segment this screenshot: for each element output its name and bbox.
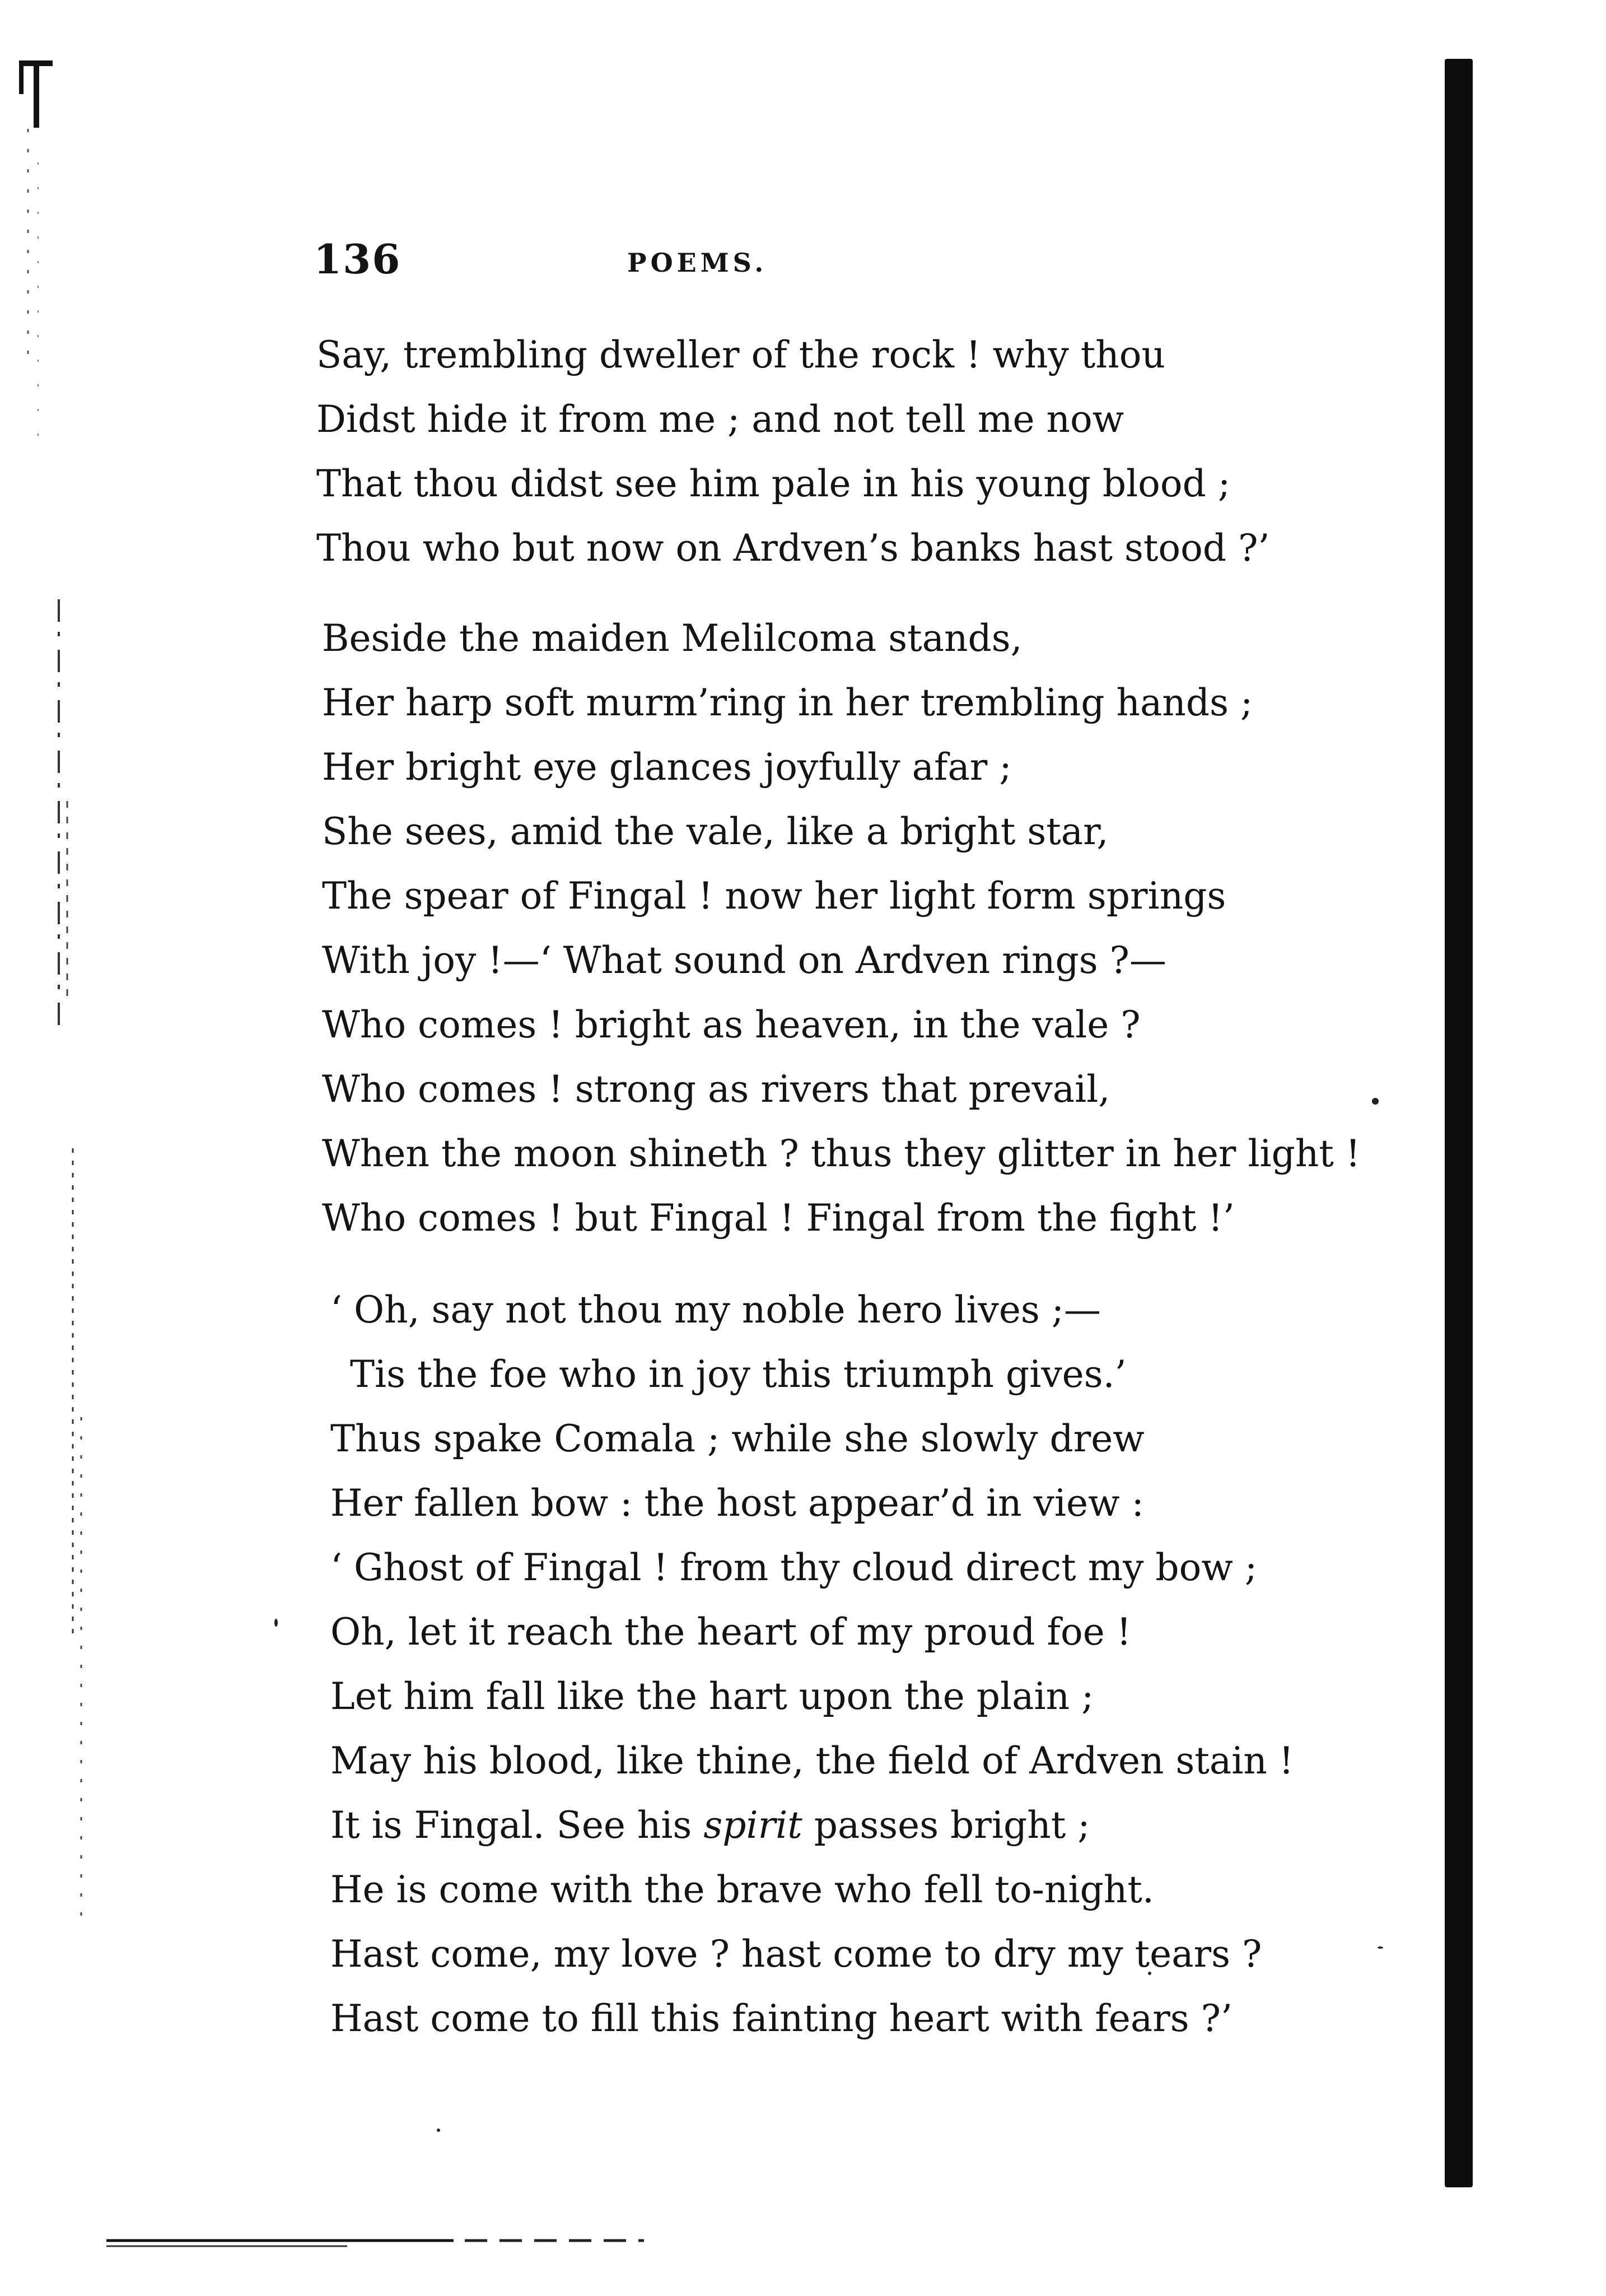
poem-line: Her fallen bow : the host appear’d in view :	[330, 1482, 1144, 1525]
stanza-2	[322, 606, 1442, 1250]
poem-line: Hast come, my love ? hast come to dry my tears ?	[330, 1932, 1262, 1976]
stanza-1	[316, 323, 1436, 580]
running-head	[314, 235, 1210, 291]
poem-line: With joy !—‘ What sound on Ardven rings ?—	[322, 939, 1166, 982]
ink-speck	[274, 1619, 278, 1627]
poem-line: Who comes ! bright as heaven, in the vale ?	[322, 1003, 1141, 1046]
poem-line: Thou who but now on Ardven’s banks hast stood ?’	[316, 527, 1270, 570]
poem-line: Didst hide it from me ; and not tell me now	[316, 398, 1124, 441]
poem-line: She sees, amid the vale, like a bright star,	[322, 810, 1109, 853]
poem-line: That thou didst see him pale in his young blood ;	[316, 462, 1231, 505]
poem-line: Beside the maiden Melilcoma stands,	[322, 617, 1023, 660]
poem-line: Her harp soft murm’ring in her trembling hands ;	[322, 681, 1253, 724]
poem-line: Hast come to fill this fainting heart with fears ?’	[330, 1997, 1232, 2040]
poem-line: Tis the foe who in joy this triumph gives.’	[350, 1353, 1127, 1396]
emphasis-before: It is Fingal. See his	[330, 1804, 704, 1847]
poem-line: Oh, let it reach the heart of my proud foe !	[330, 1610, 1132, 1654]
running-title: POEMS.	[627, 248, 768, 278]
poem-line: Who comes ! strong as rivers that prevail,	[322, 1068, 1110, 1111]
poem-line: Who comes ! but Fingal ! Fingal from the fight !’	[322, 1196, 1235, 1240]
poem-line-with-emphasis	[330, 1793, 1450, 1857]
ink-speck	[437, 2129, 440, 2132]
poem-line: ‘ Ghost of Fingal ! from thy cloud direct my bow ;	[330, 1546, 1258, 1589]
poem-line: He is come with the brave who fell to-night.	[330, 1868, 1154, 1911]
poem-line: Thus spake Comala ; while she slowly drew	[330, 1417, 1145, 1460]
poem-line: May his blood, like thine, the field of Ardven stain !	[330, 1739, 1294, 1782]
binding-edge-marks	[11, 129, 84, 2213]
poem-line: When the moon shineth ? thus they glitter in her light !	[322, 1132, 1361, 1175]
poem-line: ‘ Oh, say not thou my noble hero lives ;—	[330, 1288, 1101, 1331]
page-number: 136	[314, 235, 402, 283]
poem-line: The spear of Fingal ! now her light form springs	[322, 874, 1226, 918]
page-corner-mark	[17, 60, 55, 128]
poem-line: Say, trembling dweller of the rock ! why thou	[316, 333, 1166, 376]
emphasis-word: spirit	[703, 1804, 802, 1847]
emphasis-after: passes bright ;	[802, 1804, 1090, 1847]
bottom-scan-rule	[106, 2235, 666, 2252]
poem-line: Her bright eye glances joyfully afar ;	[322, 746, 1012, 789]
stanza-3	[330, 1278, 1450, 2051]
poem-line: Let him fall like the hart upon the plain ;	[330, 1675, 1094, 1718]
